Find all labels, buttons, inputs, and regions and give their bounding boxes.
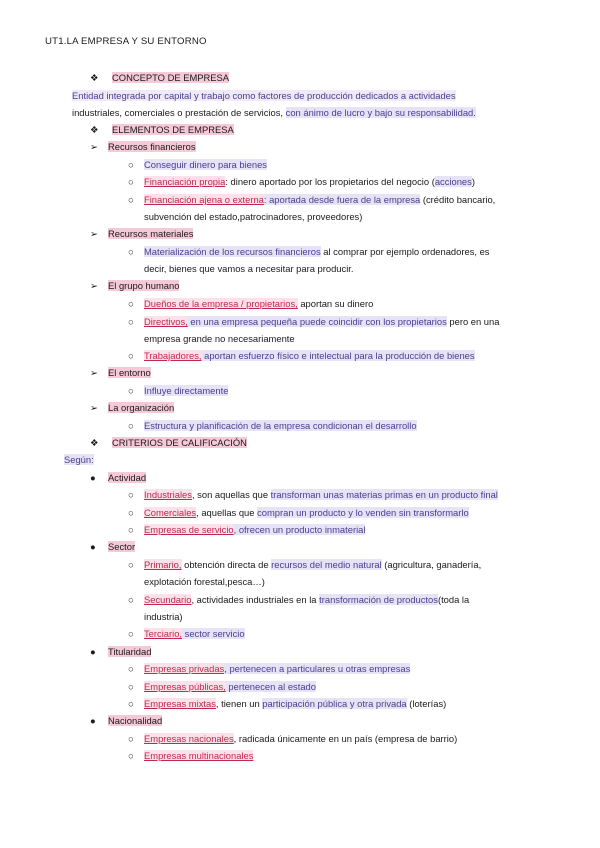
list-item-recursos-materiales: ➢ Recursos materiales bbox=[90, 228, 194, 239]
list-item-nacionalidad: ● Nacionalidad bbox=[90, 715, 163, 726]
list-item-entorno: ➢ El entorno bbox=[90, 367, 151, 378]
diamond-bullet-icon: ❖ bbox=[90, 124, 99, 135]
list-item: ○ Financiación ajena o externa: aportada desde fuera de la empresa (crédito bancario, bbox=[128, 194, 496, 205]
section-heading-concepto: ❖ CONCEPTO DE EMPRESA bbox=[90, 72, 230, 83]
diamond-bullet-icon: ❖ bbox=[90, 72, 99, 83]
circle-bullet-icon: ○ bbox=[128, 194, 134, 205]
list-item: ○ Empresas mixtas, tienen un participación pública y otra privada (loterías) bbox=[128, 698, 447, 709]
segun-label: Según: bbox=[64, 454, 94, 465]
list-item-organizacion: ➢ La organización bbox=[90, 402, 175, 413]
circle-bullet-icon: ○ bbox=[128, 663, 134, 674]
circle-bullet-icon: ○ bbox=[128, 159, 134, 170]
list-item: ○ Influye directamente bbox=[128, 385, 229, 396]
circle-bullet-icon: ○ bbox=[128, 750, 134, 761]
list-item: ○ Empresas nacionales, radicada únicamente en un país (empresa de barrio) bbox=[128, 733, 458, 744]
circle-bullet-icon: ○ bbox=[128, 559, 134, 570]
circle-bullet-icon: ○ bbox=[128, 489, 134, 500]
circle-bullet-icon: ○ bbox=[128, 733, 134, 744]
list-item-grupo-humano: ➢ El grupo humano bbox=[90, 280, 180, 291]
circle-bullet-icon: ○ bbox=[128, 246, 134, 257]
list-item: ○ Terciario, sector servicio bbox=[128, 628, 245, 639]
dot-bullet-icon: ● bbox=[90, 715, 96, 726]
list-item-continuation: subvención del estado,patrocinadores, proveedores) bbox=[144, 211, 363, 222]
list-item-actividad: ● Actividad bbox=[90, 472, 147, 483]
circle-bullet-icon: ○ bbox=[128, 385, 134, 396]
diamond-bullet-icon: ❖ bbox=[90, 437, 99, 448]
circle-bullet-icon: ○ bbox=[128, 698, 134, 709]
circle-bullet-icon: ○ bbox=[128, 316, 134, 327]
dot-bullet-icon: ● bbox=[90, 541, 96, 552]
list-item-continuation: decir, bienes que vamos a necesitar para producir. bbox=[144, 263, 354, 274]
list-item: ○ Estructura y planificación de la empresa condicionan el desarrollo bbox=[128, 420, 417, 431]
list-item-continuation: empresa grande no necesariamente bbox=[144, 333, 295, 344]
dot-bullet-icon: ● bbox=[90, 646, 96, 657]
list-item-sector: ● Sector bbox=[90, 541, 136, 552]
arrow-bullet-icon: ➢ bbox=[90, 367, 98, 378]
circle-bullet-icon: ○ bbox=[128, 681, 134, 692]
section-heading-criterios: ❖ CRITERIOS DE CALIFICACIÓN bbox=[90, 437, 247, 448]
list-item-titularidad: ● Titularidad bbox=[90, 646, 152, 657]
list-item: ○ Dueños de la empresa / propietarios, aportan su dinero bbox=[128, 298, 374, 309]
section-heading-elementos: ❖ ELEMENTOS DE EMPRESA bbox=[90, 124, 234, 135]
list-item: ○ Empresas privadas, pertenecen a particulares u otras empresas bbox=[128, 663, 411, 674]
circle-bullet-icon: ○ bbox=[128, 628, 134, 639]
page-title: UT1.LA EMPRESA Y SU ENTORNO bbox=[45, 36, 207, 47]
dot-bullet-icon: ● bbox=[90, 472, 96, 483]
list-item: ○ Conseguir dinero para bienes bbox=[128, 159, 267, 170]
circle-bullet-icon: ○ bbox=[128, 176, 134, 187]
arrow-bullet-icon: ➢ bbox=[90, 402, 98, 413]
list-item: ○ Comerciales, aquellas que compran un producto y lo venden sin transformarlo bbox=[128, 507, 469, 518]
list-item-continuation: explotación forestal,pesca…) bbox=[144, 576, 265, 587]
circle-bullet-icon: ○ bbox=[128, 524, 134, 535]
circle-bullet-icon: ○ bbox=[128, 298, 134, 309]
list-item-recursos-financieros: ➢ Recursos financieros bbox=[90, 141, 196, 152]
list-item-continuation: industria) bbox=[144, 611, 183, 622]
list-item: ○ Empresas de servicio, ofrecen un producto inmaterial bbox=[128, 524, 366, 535]
list-item: ○ Trabajadores, aportan esfuerzo físico e intelectual para la producción de bienes bbox=[128, 350, 475, 361]
list-item: ○ Materialización de los recursos financieros al comprar por ejemplo ordenadores, es bbox=[128, 246, 490, 257]
circle-bullet-icon: ○ bbox=[128, 350, 134, 361]
list-item: ○ Empresas públicas, pertenecen al estado bbox=[128, 681, 316, 692]
list-item: ○ Financiación propia: dinero aportado por los propietarios del negocio (acciones) bbox=[128, 176, 475, 187]
arrow-bullet-icon: ➢ bbox=[90, 141, 98, 152]
concepto-line-2: industriales, comerciales o prestación de servicios, con ánimo de lucro y bajo su responsabilidad. bbox=[72, 107, 476, 118]
list-item: ○ Industriales, son aquellas que transforman unas materias primas en un producto final bbox=[128, 489, 498, 500]
list-item: ○ Directivos, en una empresa pequeña puede coincidir con los propietarios pero en una bbox=[128, 316, 500, 327]
circle-bullet-icon: ○ bbox=[128, 594, 134, 605]
list-item: ○ Secundario, actividades industriales en la transformación de productos(toda la bbox=[128, 594, 470, 605]
concepto-line-1: Entidad integrada por capital y trabajo como factores de producción dedicados a actividades bbox=[72, 90, 456, 101]
list-item: ○ Primario, obtención directa de recursos del medio natural (agricultura, ganadería, bbox=[128, 559, 482, 570]
circle-bullet-icon: ○ bbox=[128, 420, 134, 431]
arrow-bullet-icon: ➢ bbox=[90, 280, 98, 291]
circle-bullet-icon: ○ bbox=[128, 507, 134, 518]
list-item: ○ Empresas multinacionales bbox=[128, 750, 254, 761]
arrow-bullet-icon: ➢ bbox=[90, 228, 98, 239]
